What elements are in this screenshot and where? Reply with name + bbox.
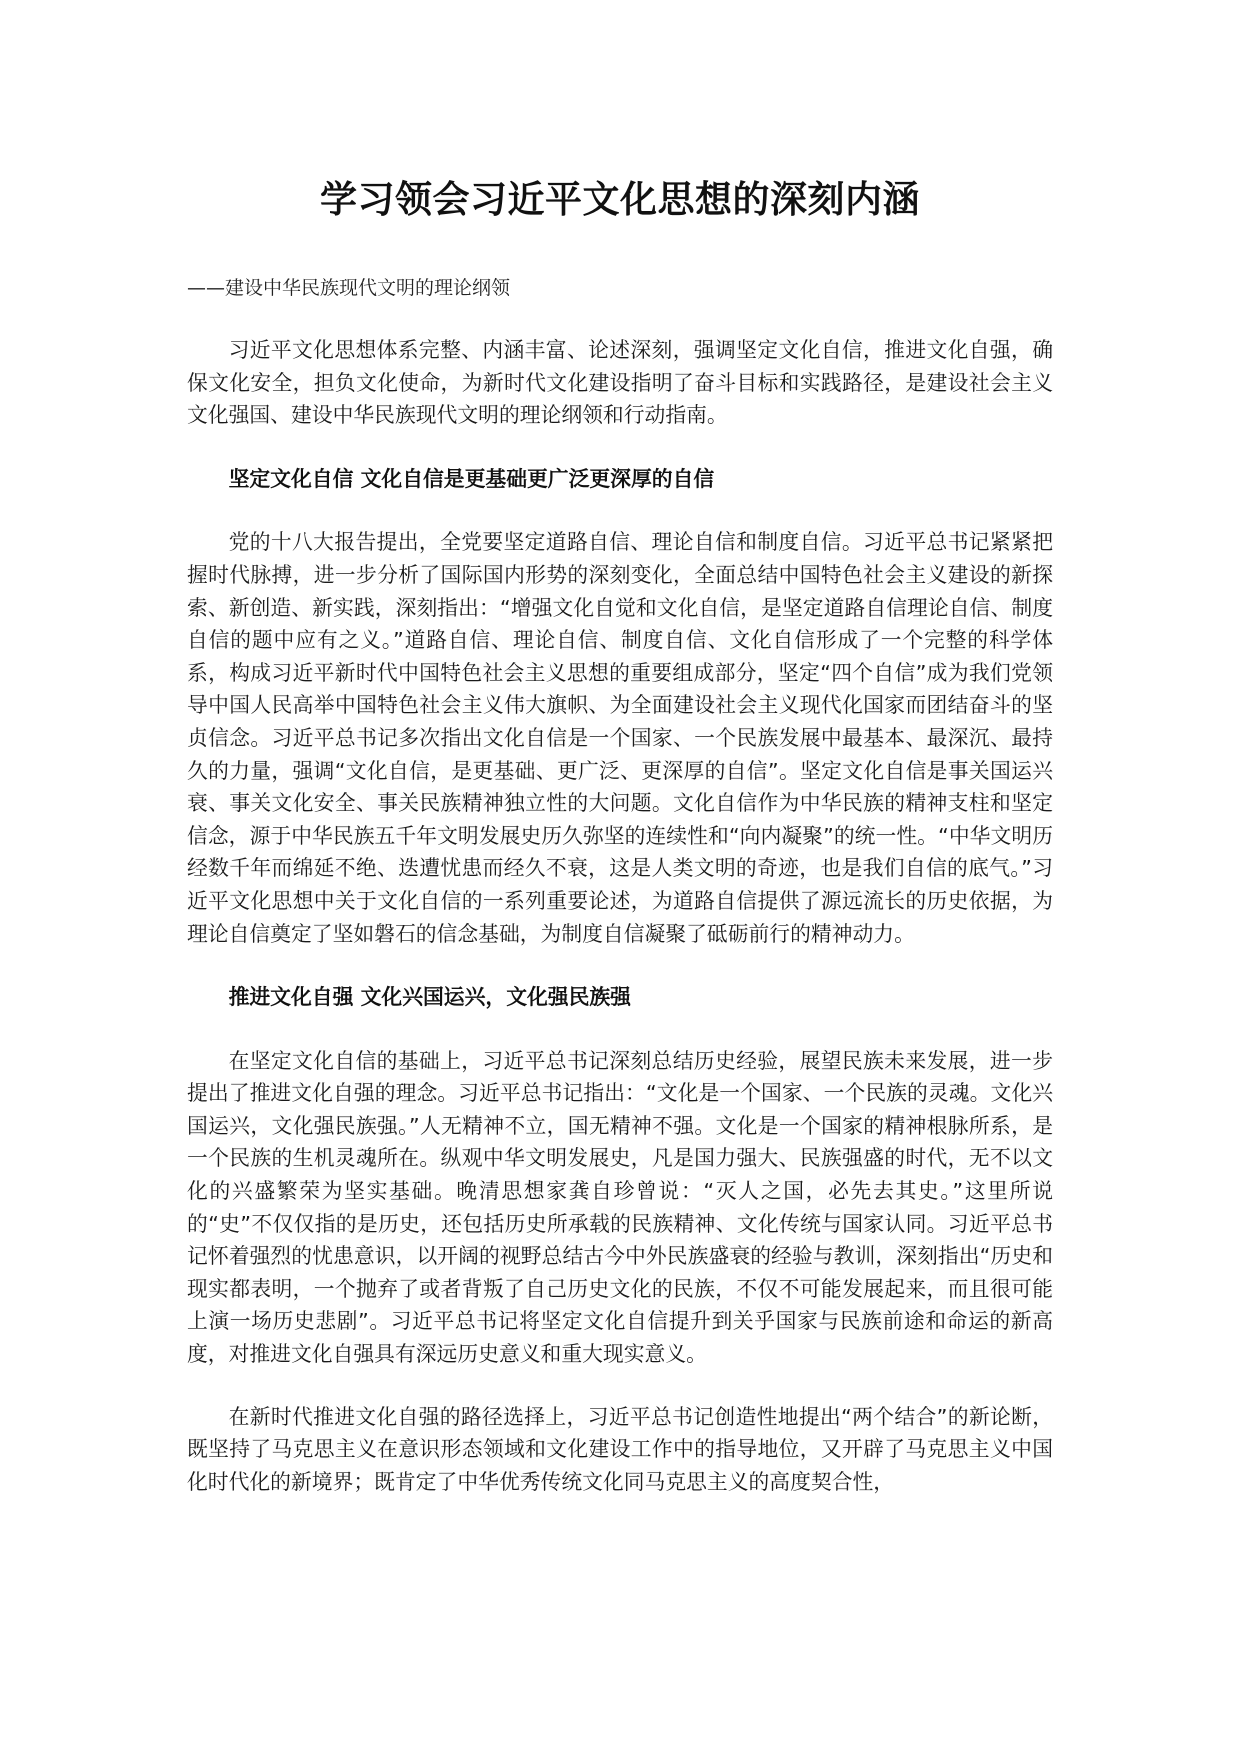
section-paragraph: 在新时代推进文化自强的路径选择上，习近平总书记创造性地提出“两个结合”的新论断，既坚持了马克思主义在意识形态领域和文化建设工作中的指导地位，又开辟了马克思主义中国化时代化的新境界；既肯定了中华优秀传统文化同马克思主义的高度契合性，: [187, 1404, 1053, 1494]
article-body: [187, 168, 1053, 1498]
article-subtitle: ——建设中华民族现代文明的理论纲领: [187, 277, 511, 299]
section-paragraph: 党的十八大报告提出，全党要坚定道路自信、理论自信和制度自信。习近平总书记紧紧把握时代脉搏，进一步分析了国际国内形势的深刻变化，全面总结中国特色社会主义建设的新探索、新创造、新实践，深刻指出：“增强文化自觉和文化自信，是坚定道路自信理论自信、制度自信的题中应有之义。”道路自信、理论自信、制度自信、文化自信形成了一个完整的科学体系，构成习近平新时代中国特色社会主义思想的重要组成部分，坚定“四个自信”成为我们党领导中国人民高举中国特色社会主义伟大旗帜、为全面建设社会主义现代化国家而团结奋斗的坚贞信念。习近平总书记多次指出文化自信是一个国家、一个民族发展中最基本、最深沉、最持久的力量，强调“文化自信，是更基础、更广泛、更深厚的自信”。坚定文化自信是事关国运兴衰、事关文化安全、事关民族精神独立性的大问题。文化自信作为中华民族的精神支柱和坚定信念，源于中华民族五千年文明发展史历久弥坚的连续性和“向内凝聚”的统一性。“中华文明历经数千年而绵延不绝、迭遭忧患而经久不衰，这是人类文明的奇迹，也是我们自信的底气。”习近平文化思想中关于文化自信的一系列重要论述，为道路自信提供了源远流长的历史依据，为理论自信奠定了坚如磐石的信念基础，为制度自信凝聚了砥砺前行的精神动力。: [187, 530, 1053, 946]
article-title: 学习领会习近平文化思想的深刻内涵: [320, 178, 920, 221]
intro-paragraph: 习近平文化思想体系完整、内涵丰富、论述深刻，强调坚定文化自信，推进文化自强，确保文化安全，担负文化使命，为新时代文化建设指明了奋斗目标和实践路径，是建设社会主义文化强国、建设中华民族现代文明的理论纲领和行动指南。: [187, 338, 1053, 428]
spacer: [187, 1371, 1053, 1401]
section-paragraph: 在坚定文化自信的基础上，习近平总书记深刻总结历史经验，展望民族未来发展，进一步提出了推进文化自强的理念。习近平总书记指出：“文化是一个国家、一个民族的灵魂。文化兴国运兴，文化强民族强。”人无精神不立，国无精神不强。文化是一个国家的精神根脉所系，是一个民族的生机灵魂所在。纵观中华文明发展史，凡是国力强大、民族强盛的时代，无不以文化的兴盛繁荣为坚实基础。晚清思想家龚自珍曾说：“灭人之国，必先去其史。”这里所说的“史”不仅仅指的是历史，还包括历史所承载的民族精神、文化传统与国家认同。习近平总书记怀着强烈的忧患意识，以开阔的视野总结古今中外民族盛衰的经验与教训，深刻指出“历史和现实都表明，一个抛弃了或者背叛了自己历史文化的民族，不仅不可能发展起来，而且很可能上演一场历史悲剧”。习近平总书记将坚定文化自信提升到关乎国家与民族前途和命运的新高度，对推进文化自强具有深远历史意义和重大现实意义。: [187, 1048, 1053, 1367]
spacer: [187, 1014, 1053, 1045]
section-heading: 坚定文化自信 文化自信是更基础更广泛更深厚的自信: [228, 466, 715, 491]
spacer: [187, 304, 1053, 334]
spacer: [187, 950, 1053, 981]
section-heading: 推进文化自强 文化兴国运兴，文化强民族强: [228, 985, 631, 1010]
spacer: [187, 432, 1053, 463]
spacer: [187, 495, 1053, 526]
